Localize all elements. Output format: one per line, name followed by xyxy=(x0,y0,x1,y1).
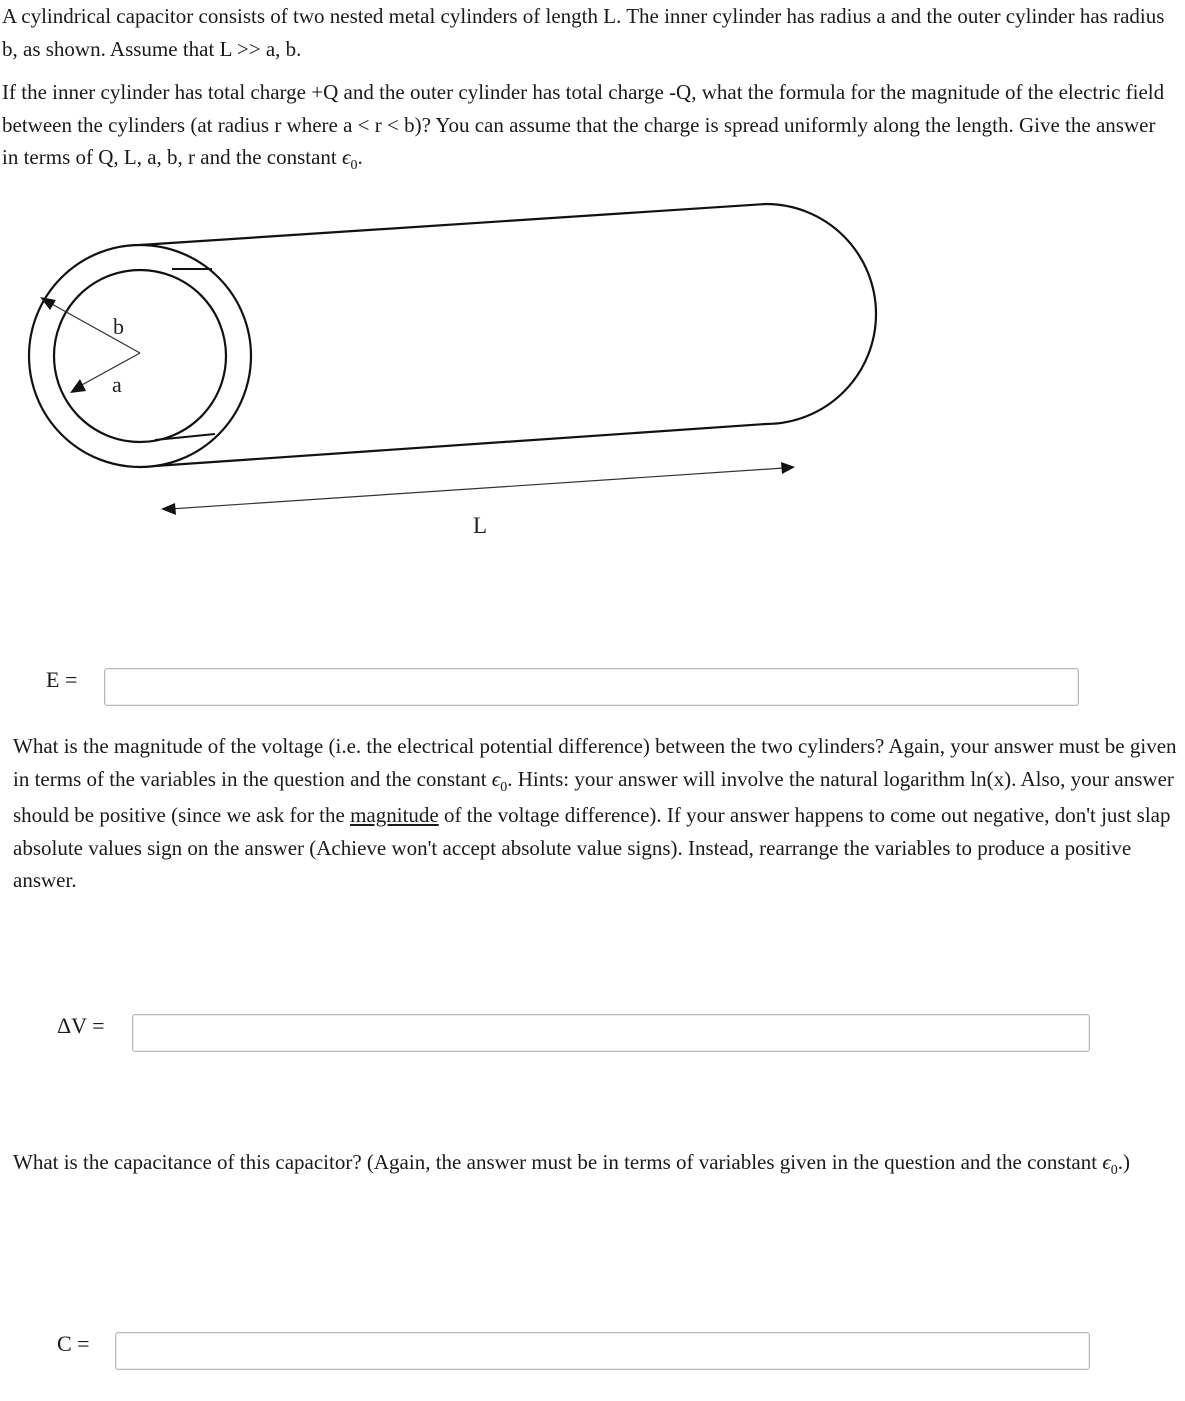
question1-prompt xyxy=(2,76,1177,178)
length-arrow-left-head xyxy=(161,503,176,515)
question1-prompt-text: If the inner cylinder has total charge +Q and the outer cylinder has total charge -Q, what the formula for the magnitude of the electric field between the cylinders (at radius r where a < r < b)? You can assume that the charge is spread uniformly along the length. Give the answer in terms of Q, L, a, b, r and the constant xyxy=(2,80,1165,169)
magnitude-emphasis: magnitude xyxy=(350,803,439,827)
question2-text-a: What is the magnitude of the voltage (i.e. the electrical potential difference) between the two cylinders? Again, your answer must be given in terms of the variables in the question and the constant xyxy=(13,734,1177,791)
e-answer-label: E = xyxy=(46,667,78,692)
epsilon-symbol: ϵ xyxy=(491,766,501,791)
epsilon-symbol: ϵ xyxy=(1102,1150,1111,1174)
c-answer-input[interactable] xyxy=(115,1332,1090,1370)
cylinder-bottom-edge xyxy=(140,424,766,467)
delta-v-answer-label: ΔV = xyxy=(57,1013,105,1038)
question3-text-b: .) xyxy=(1117,1150,1131,1174)
question3-text-a: What is the capacitance of this capacitor? (Again, the answer must be in terms of variables given in the question and the constant xyxy=(13,1150,1103,1174)
cylindrical-capacitor-diagram xyxy=(0,190,900,550)
epsilon-symbol: ϵ xyxy=(342,145,351,169)
epsilon-subscript: 0 xyxy=(350,158,358,173)
c-answer-label: C = xyxy=(57,1331,90,1356)
label-L: L xyxy=(473,513,488,538)
question2-text-c: of the voltage difference). If your answer happens to come out negative, don't just slap absolute values sign on the answer (Achieve won't accept absolute value signs). Instead, rearrange the variables to produce a positive answer. xyxy=(13,803,1171,892)
outer-cylinder-circle xyxy=(29,245,251,467)
cylinder-top-edge xyxy=(140,204,766,245)
e-answer-input[interactable] xyxy=(104,668,1079,706)
length-arrow-right-head xyxy=(781,462,795,474)
cylinder-far-end xyxy=(766,204,876,424)
epsilon-subscript: 0 xyxy=(500,779,508,795)
intro-paragraph: A cylindrical capacitor consists of two nested metal cylinders of length L. The inner cylinder has radius a and the outer cylinder has radius b, as shown. Assume that L >> a, b. xyxy=(2,4,1165,61)
delta-v-answer-input[interactable] xyxy=(132,1014,1090,1052)
label-a: a xyxy=(112,372,122,397)
question3-prompt xyxy=(13,1146,1178,1183)
length-arrow-line xyxy=(170,468,784,509)
question2-prompt xyxy=(13,730,1178,897)
question1-prompt-end: . xyxy=(357,145,363,169)
question2-text-b: . Hints: your answer will involve the natural logarithm ln(x). Also, your answer should be positive (since we ask for the xyxy=(13,766,1174,827)
label-b: b xyxy=(113,314,124,339)
epsilon-subscript: 0 xyxy=(1110,1163,1118,1178)
